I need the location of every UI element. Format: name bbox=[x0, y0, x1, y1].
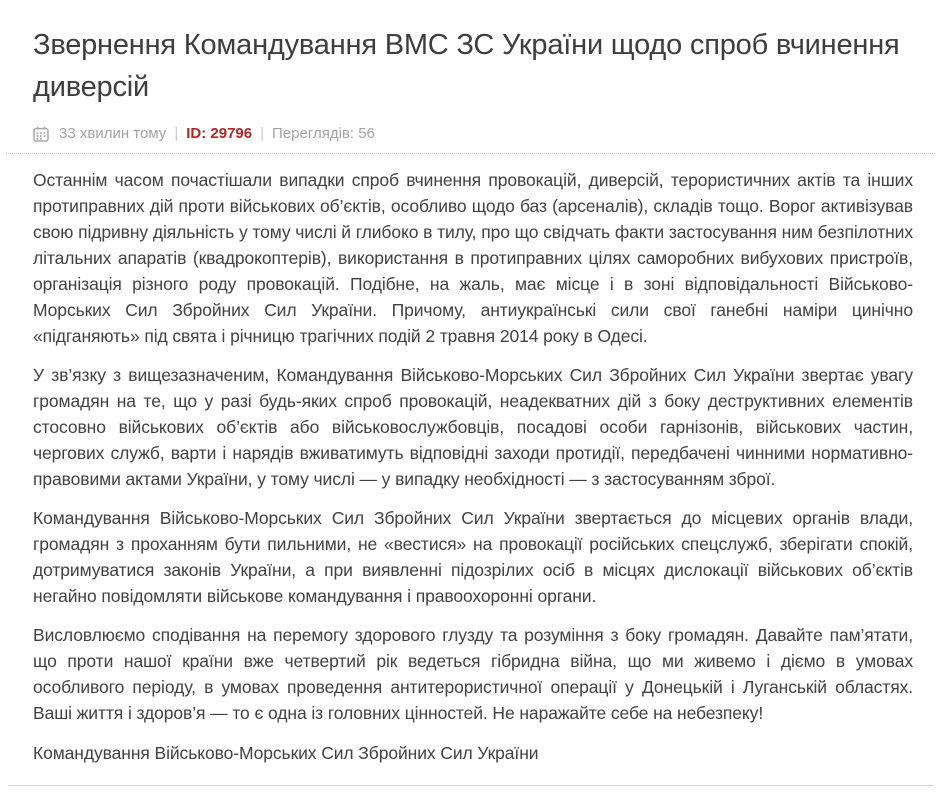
article-paragraph: Останнім часом почастішали випадки спроб вчинення провокацій, диверсій, терористичних актів та інших протиправних дій проти військових об’єктів, особливо щодо баз (арсеналів), складів тощо. Ворог активізував свою підривну діяльність у тому числі й глибоко в тилу, про що свідчать факти застосування ним безпілотних літальних апаратів (квадрокоптерів), використання в протиправних цілях саморобних вибухових пристроїв, організація різного роду провокацій. Подібне, на жаль, має місце і в зоні відповідальності Військово-Морських Сил Збройних Сил України. Причому, антиукраїнські сили свої ганебні наміри цинічно «підганяють» під свята і річницю трагічних подій 2 травня 2014 року в Одесі. bbox=[33, 170, 913, 346]
article-paragraph: Висловлюємо сподівання на перемогу здорового глузду та розуміння з боку громадян. Давайте пам’ятати, що проти нашої країни вже четвертий рік ведеться гібридна війна, що ми живемо і діємо в умовах особливого періоду, в умовах проведення антитерористичної операції у Донецькій і Луганській областях. Ваші життя і здоров’я — то є одна із головних цінностей. Не наражайте себе на небезпеку! bbox=[33, 625, 913, 723]
meta-bar bbox=[33, 125, 913, 142]
calendar-icon bbox=[33, 126, 49, 142]
meta-separator: | bbox=[174, 125, 179, 142]
article-signature: Командування Військово-Морських Сил Збройних Сил України bbox=[33, 743, 539, 763]
article-body bbox=[33, 167, 913, 766]
views-count: Переглядів: 56 bbox=[272, 125, 375, 142]
article-id-badge: ID: 29796 bbox=[186, 125, 253, 142]
meta-separator: | bbox=[260, 125, 264, 142]
article-paragraph: Командування Військово-Морських Сил Збройних Сил України звертається до місцевих органів влади, громадян з проханням бути пильними, не «вестися» на провокації російських спецслужб, зберігати спокій, дотримуватися законів України, а при виявленні підозрілих осіб в місцях дислокації військових об’єктів негайно повідомляти військове командування і правоохоронні органи. bbox=[33, 508, 913, 606]
article-paragraph: У зв’язку з вищезазначеним, Командування Військово-Морських Сил Збройних Сил України звертає увагу громадян на те, що у разі будь-яких спроб провокацій, неадекватних дій з боку деструктивних елементів стосовно військових об’єктів або військовослужбовців, посадові особи гарнізонів, військових частин, чергових служб, варти і нарядів вживатимуть відповідні заходи протидії, передбачені чинними нормативно-правовими актами України, у тому числі — у випадку необхідності — з застосуванням зброї. bbox=[33, 365, 913, 489]
bottom-divider bbox=[8, 785, 933, 789]
page-title: Звернення Командування ВМС ЗС України щодо спроб вчинення диверсій bbox=[33, 29, 900, 103]
meta-divider bbox=[6, 153, 935, 154]
time-ago-label: 33 хвилин тому bbox=[59, 125, 167, 142]
